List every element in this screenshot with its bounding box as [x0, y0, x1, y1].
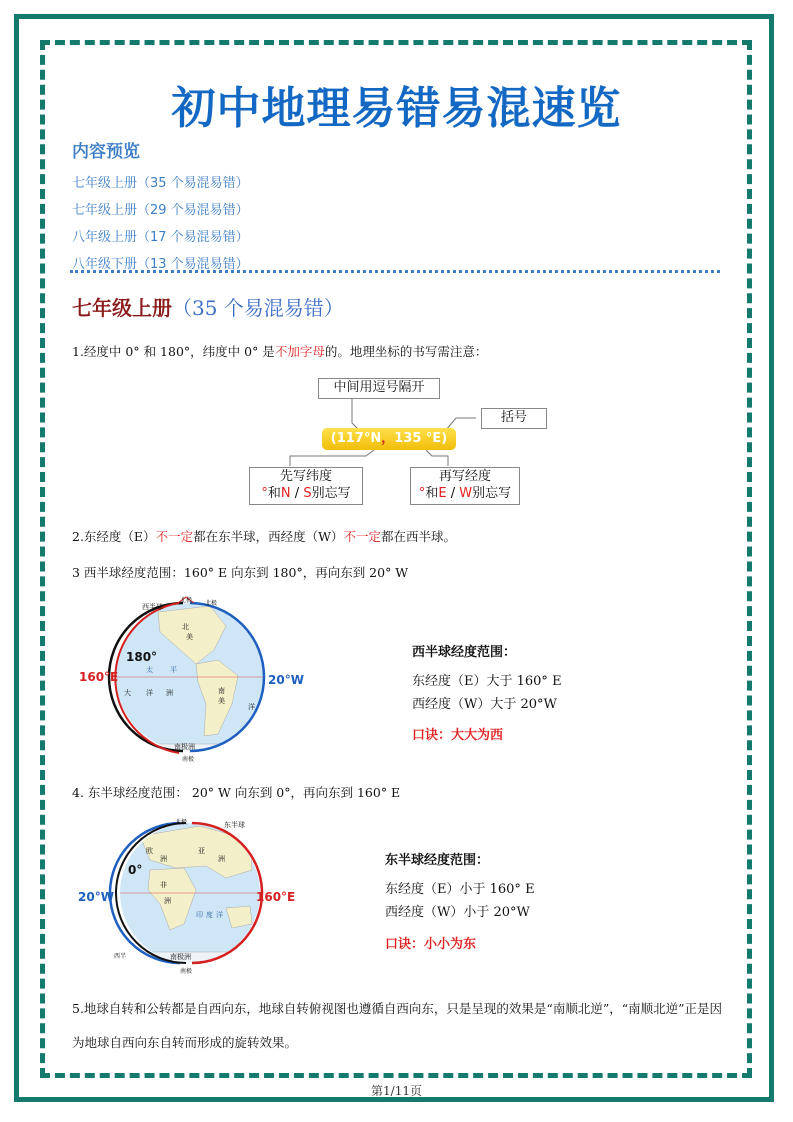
- east-map-label: 洋: [216, 911, 223, 919]
- item-2: 2.东经度（E）不一定都在东半球，西经度（W）不一定都在西半球。: [72, 529, 456, 544]
- toc-item[interactable]: 八年级上册（17 个易混易错）: [72, 230, 249, 245]
- bracket-label-box: 括号: [481, 408, 547, 429]
- lon-box-rule: °和E / W别忘写: [418, 486, 512, 501]
- lat-box-title: 先写纬度: [279, 469, 332, 484]
- east-map-label: 非: [160, 881, 167, 889]
- west-map-label: 北: [182, 623, 189, 631]
- east-map-title: 东半球: [224, 821, 245, 829]
- west-map-label: 南极洲: [174, 743, 195, 751]
- west-map-title: 西半球: [142, 603, 163, 611]
- east-map-label: 印: [196, 911, 203, 919]
- east-line-1: 东经度（E）小于 160° E: [385, 882, 535, 897]
- item1-text-end: 的。地理坐标的书写需注意：: [324, 344, 488, 359]
- item-5: 5.地球自转和公转都是自西向东，地球自转俯视图也遵循自西向东，只是呈现的效果是“南顺北逆”，“南顺北逆”正是因为地球自西向东自转而形成的旋转效果。: [72, 1001, 722, 1050]
- east-line-2: 西经度（W）小于 20°W: [385, 905, 530, 920]
- east-map-label: 度: [206, 911, 213, 919]
- west-map-label: 平: [170, 666, 177, 674]
- west-map-label: 洋: [248, 703, 255, 711]
- east-motto: 口诀：小小为东: [385, 937, 477, 952]
- east-map-label: 亚: [198, 847, 205, 855]
- page-title: 初中地理易错易混速览: [171, 83, 622, 134]
- west-map-label: 洋: [146, 689, 153, 697]
- east-map-label: 南极: [180, 968, 193, 975]
- toc-item[interactable]: 七年级上册（35 个易混易错）: [72, 176, 249, 191]
- west-center-label: 180°: [126, 650, 158, 664]
- section-sub: （35 个易混易错）: [172, 296, 344, 320]
- west-motto: 口诀：大大为西: [412, 728, 504, 743]
- toc-item[interactable]: 八年级下册（13 个易混易错）: [72, 257, 249, 272]
- lat-box-rule: °和N / S别忘写: [261, 486, 351, 501]
- coord-lon: 135 °E): [394, 431, 448, 446]
- west-right-label: 20°W: [268, 673, 304, 687]
- coord-lat: (117°N: [330, 431, 382, 446]
- west-line-2: 西经度（W）大于 20°W: [412, 697, 557, 712]
- east-map-label: 西半: [114, 953, 127, 960]
- east-right-label: 160°E: [256, 890, 296, 904]
- east-map-label: 洲: [218, 855, 225, 863]
- east-map-label: 洲: [160, 855, 167, 863]
- west-map-label: 南: [218, 687, 225, 695]
- item-3: 3 西半球经度范围：160° E 向东到 180°，再向东到 20° W: [72, 565, 409, 580]
- west-map-label: 美: [218, 697, 225, 705]
- toc-heading: 内容预览: [72, 142, 140, 162]
- east-map-label: 欧: [146, 847, 153, 855]
- east-map-label: 南极洲: [170, 953, 191, 961]
- page-number: 第1/11页: [371, 1084, 422, 1098]
- lon-box-title: 再写经度: [438, 469, 491, 484]
- east-heading: 东半球经度范围：: [385, 853, 490, 868]
- section-name: 七年级上册: [72, 296, 172, 320]
- west-map-label: 太: [146, 666, 153, 674]
- coord-comma: ，: [381, 431, 395, 446]
- east-map-label: 洲: [164, 897, 171, 905]
- item-4: 4. 东半球经度范围： 20° W 向东到 0°，再向东到 160° E: [72, 785, 401, 800]
- comma-label-box: 中间用逗号隔开: [318, 378, 440, 399]
- east-center-label: 0°: [128, 863, 143, 877]
- item1-highlight: 不加字母: [274, 344, 325, 359]
- west-map-label: 北极: [180, 597, 193, 604]
- item1-text: 1.经度中 0° 和 180°，纬度中 0° 是: [72, 344, 275, 359]
- west-left-label: 160°E: [79, 670, 119, 684]
- west-line-1: 东经度（E）大于 160° E: [412, 674, 562, 689]
- west-map-label: 北极: [205, 600, 218, 607]
- east-left-label: 20°W: [78, 890, 114, 904]
- west-map-label: 美: [186, 633, 193, 641]
- toc-item[interactable]: 七年级上册（29 个易混易错）: [72, 203, 249, 218]
- west-map-label: 大: [124, 689, 131, 697]
- west-heading: 西半球经度范围：: [412, 645, 517, 660]
- west-map-label: 南极: [182, 756, 195, 763]
- west-map-label: 洲: [166, 689, 173, 697]
- east-map-label: 北极: [175, 819, 188, 826]
